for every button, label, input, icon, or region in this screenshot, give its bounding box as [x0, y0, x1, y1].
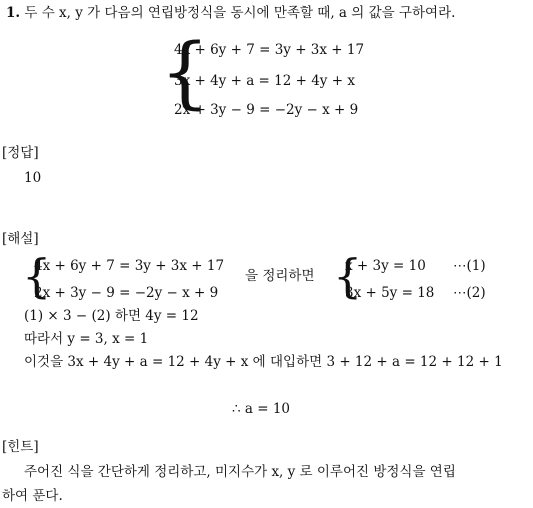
hint-text-line: 주어진 식을 간단하게 정리하고, 미지수가 x, y 로 이루어진 방정식을 연립	[24, 464, 456, 480]
problem-text: 두 수 x, y 가 다음의 연립방정식을 동시에 만족할 때, a 의 값을 구하여라.	[24, 5, 456, 21]
solution-step: 따라서 y = 3, x = 1	[24, 331, 149, 347]
solution-step: 이것을 3x + 4y + a = 12 + 4y + x 에 대입하면 3 + 12 + a = 12 + 12 + 1	[24, 354, 503, 370]
hint-text-line: 하여 푼다.	[2, 488, 63, 504]
problem-statement	[6, 7, 455, 21]
answer-label: [정답]	[2, 145, 39, 161]
solution-right-system	[333, 249, 503, 305]
answer-value: 10	[24, 170, 42, 186]
equation-line: x + 3y = 10	[345, 258, 426, 274]
solution-label: [해설]	[2, 231, 39, 247]
hint-label: [힌트]	[2, 439, 39, 455]
solution-step: (1) × 3 − (2) 하면 4y = 12	[24, 308, 199, 324]
equation-line: 4x + 6y + 7 = 3y + 3x + 17	[174, 42, 365, 58]
problem-number: 1.	[6, 5, 21, 21]
equation-tag: ⋯(2)	[453, 285, 486, 301]
solution-left-system	[22, 249, 232, 305]
left-brace: {	[160, 28, 210, 118]
equation-line: 2x + 3y − 9 = −2y − x + 9	[174, 102, 359, 118]
equation-line: 2x + 3y − 9 = −2y − x + 9	[34, 285, 219, 301]
left-brace: {	[333, 249, 363, 303]
equation-line: 4x + 6y + 7 = 3y + 3x + 17	[34, 258, 225, 274]
solution-conclusion: ∴ a = 10	[232, 401, 291, 417]
solution-connector: 을 정리하면	[245, 268, 315, 284]
equation-line: 3x + 5y = 18	[345, 285, 435, 301]
equation-tag: ⋯(1)	[453, 258, 486, 274]
equation-line: 3x + 4y + a = 12 + 4y + x	[174, 73, 355, 89]
problem-equation-system	[160, 28, 400, 122]
left-brace: {	[22, 249, 52, 303]
